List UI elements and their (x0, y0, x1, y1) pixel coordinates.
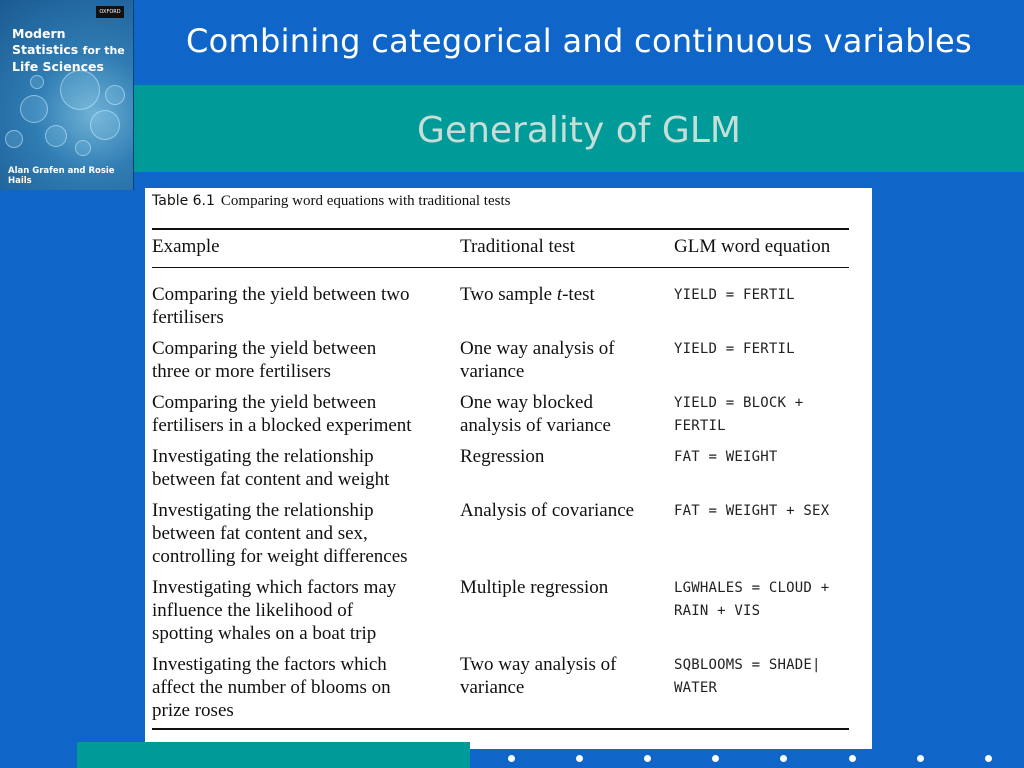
row-equation: LGWHALES = CLOUD + RAIN + VIS (674, 580, 830, 619)
book-title-line: Life Sciences (12, 59, 104, 74)
bubble-decoration (45, 125, 67, 147)
header-example: Example (152, 236, 220, 257)
row-equation: YIELD = BLOCK + FERTIL (674, 395, 804, 434)
book-cover (0, 0, 134, 190)
book-authors: Alan Grafen and Rosie Hails (8, 166, 115, 186)
row-test-text: -test (562, 284, 595, 305)
row-equation: YIELD = FERTIL (674, 341, 795, 357)
book-title-word: Statistics (12, 42, 79, 57)
row-test-text: Two sample (460, 284, 557, 305)
row-example: Investigating the relationship between fat content and weight (152, 446, 390, 490)
row-test: Regression (460, 446, 545, 467)
footer-dot (849, 755, 856, 762)
bubble-decoration (105, 85, 125, 105)
book-title (12, 26, 132, 75)
footer-dot (917, 755, 924, 762)
footer-dot (985, 755, 992, 762)
book-title-line: Modern (12, 26, 66, 41)
row-equation: FAT = WEIGHT + SEX (674, 503, 830, 519)
table-panel (145, 188, 872, 749)
row-test: One way blocked analysis of variance (460, 392, 611, 436)
row-example: Comparing the yield between two fertilisers (152, 284, 410, 328)
row-example: Investigating the relationship between fat content and sex, controlling for weight differences (152, 500, 408, 567)
footer-dot (644, 755, 651, 762)
table-caption (152, 193, 510, 210)
row-test: Analysis of covariance (460, 500, 635, 521)
row-equation: YIELD = FERTIL (674, 287, 795, 303)
row-equation: SQBLOOMS = SHADE| WATER (674, 657, 821, 696)
bubble-decoration (20, 95, 48, 123)
bubble-decoration (60, 70, 100, 110)
footer-band (77, 742, 470, 768)
row-test-italic: t (556, 284, 563, 305)
table-caption-text: Comparing word equations with traditional tests (220, 193, 511, 209)
bubble-decoration (90, 110, 120, 140)
publisher-logo: OXFORD (96, 6, 124, 18)
row-test: One way analysis of variance (460, 338, 615, 382)
table-number: Table 6.1 (152, 193, 215, 209)
row-example: Comparing the yield between three or more fertilisers (152, 338, 377, 382)
row-test: Multiple regression (460, 577, 609, 598)
header-traditional-test: Traditional test (460, 236, 575, 257)
row-test: Two way analysis of variance (460, 654, 617, 698)
table-bottom-rule (152, 728, 849, 730)
bubble-decoration (75, 140, 91, 156)
slide-title: Combining categorical and continuous variables (186, 22, 972, 60)
book-title-line (12, 42, 132, 59)
row-example: Investigating the factors which affect the number of blooms on prize roses (152, 654, 391, 721)
row-equation: FAT = WEIGHT (674, 449, 778, 465)
row-example: Investigating which factors may influence the likelihood of spotting whales on a boat trip (152, 577, 397, 644)
row-test (460, 283, 665, 306)
footer-dot (780, 755, 787, 762)
book-title-word: for the (82, 44, 125, 57)
table-top-rule (152, 228, 849, 230)
footer-dot (712, 755, 719, 762)
bubble-decoration (5, 130, 23, 148)
table-header-rule (152, 267, 849, 268)
row-example: Comparing the yield between fertilisers in a blocked experiment (152, 392, 412, 436)
footer-dot (508, 755, 515, 762)
footer-dot (576, 755, 583, 762)
slide-subtitle: Generality of GLM (417, 110, 741, 151)
bubble-decoration (30, 75, 44, 89)
header-glm-equation: GLM word equation (674, 236, 831, 257)
